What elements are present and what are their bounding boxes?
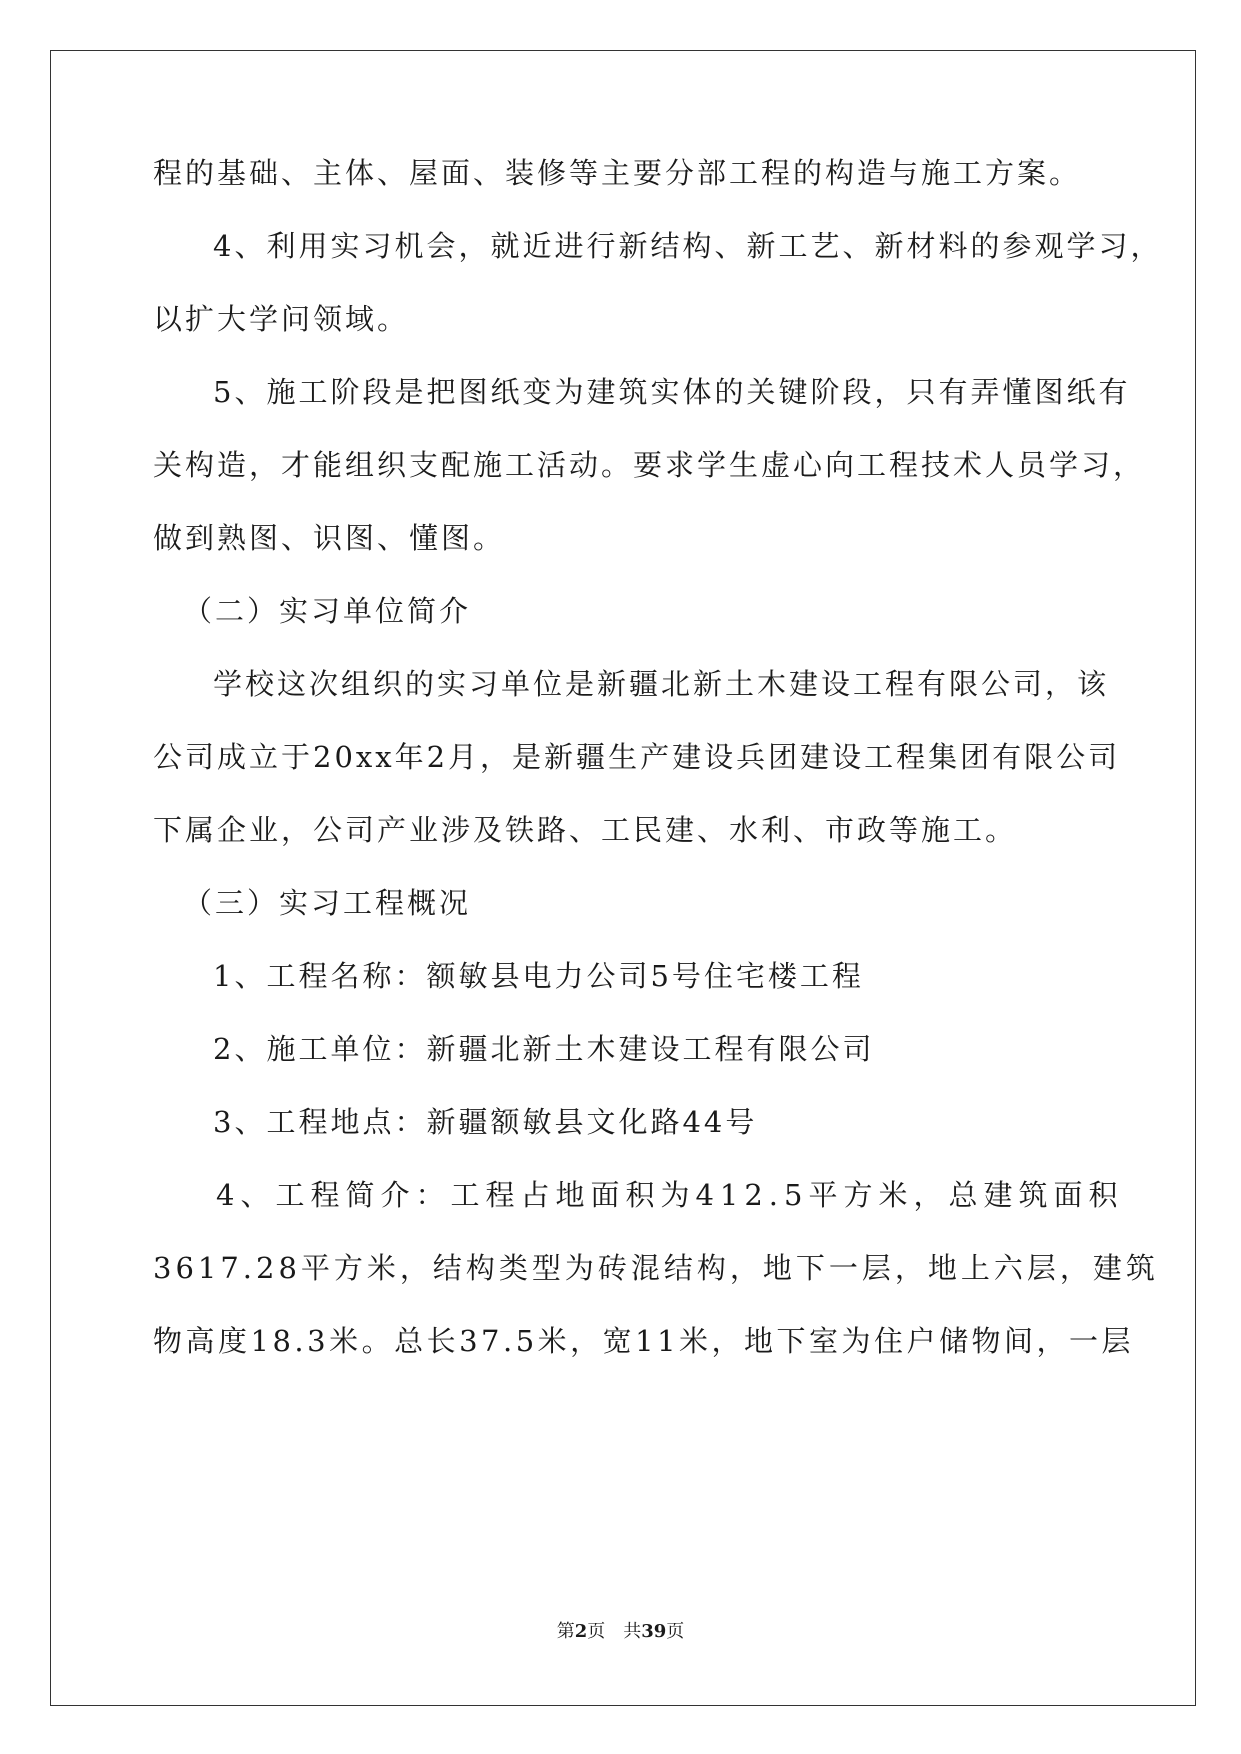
body-line-3: 以扩大学问领域。 bbox=[153, 302, 410, 336]
body-line-9: 公司成立于20xx年2月，是新疆生产建设兵团建设工程集团有限公司 bbox=[153, 740, 1121, 774]
body-line-8: 学校这次组织的实习单位是新疆北新土木建设工程有限公司，该 bbox=[213, 667, 1110, 701]
footer-total-pages: 39 bbox=[641, 1621, 667, 1642]
footer-page-number: 2 bbox=[574, 1621, 588, 1642]
body-line-13: 2、施工单位：新疆北新土木建设工程有限公司 bbox=[213, 1032, 875, 1066]
body-line-5: 关构造，才能组织支配施工活动。要求学生虚心向工程技术人员学习， bbox=[153, 448, 1146, 482]
body-line-6: 做到熟图、识图、懂图。 bbox=[153, 521, 506, 555]
footer-page-prefix: 第 bbox=[556, 1621, 575, 1642]
page-footer bbox=[0, 1620, 1241, 1644]
body-line-4: 5、施工阶段是把图纸变为建筑实体的关键阶段，只有弄懂图纸有 bbox=[213, 375, 1131, 409]
footer-total-suffix: 页 bbox=[666, 1621, 685, 1642]
body-line-15: 4、工程简介：工程占地面积为412.5平方米，总建筑面积 bbox=[216, 1178, 1124, 1212]
footer-total-prefix: 共 bbox=[623, 1621, 642, 1642]
body-line-12: 1、工程名称：额敏县电力公司5号住宅楼工程 bbox=[213, 959, 864, 993]
body-line-2: 4、利用实习机会，就近进行新结构、新工艺、新材料的参观学习， bbox=[213, 229, 1163, 263]
body-line-10: 下属企业，公司产业涉及铁路、工民建、水利、市政等施工。 bbox=[153, 813, 1018, 847]
section-heading-2: （二）实习单位简介 bbox=[183, 594, 472, 628]
footer-page-suffix: 页 bbox=[587, 1621, 606, 1642]
body-line-16: 3617.28平方米，结构类型为砖混结构，地下一层，地上六层，建筑 bbox=[153, 1251, 1159, 1285]
body-line-1: 程的基础、主体、屋面、装修等主要分部工程的构造与施工方案。 bbox=[153, 156, 1082, 190]
section-heading-3: （三）实习工程概况 bbox=[183, 886, 472, 920]
body-line-17: 物高度18.3米。总长37.5米，宽11米，地下室为住户储物间，一层 bbox=[153, 1324, 1135, 1358]
body-line-14: 3、工程地点：新疆额敏县文化路44号 bbox=[213, 1105, 758, 1139]
